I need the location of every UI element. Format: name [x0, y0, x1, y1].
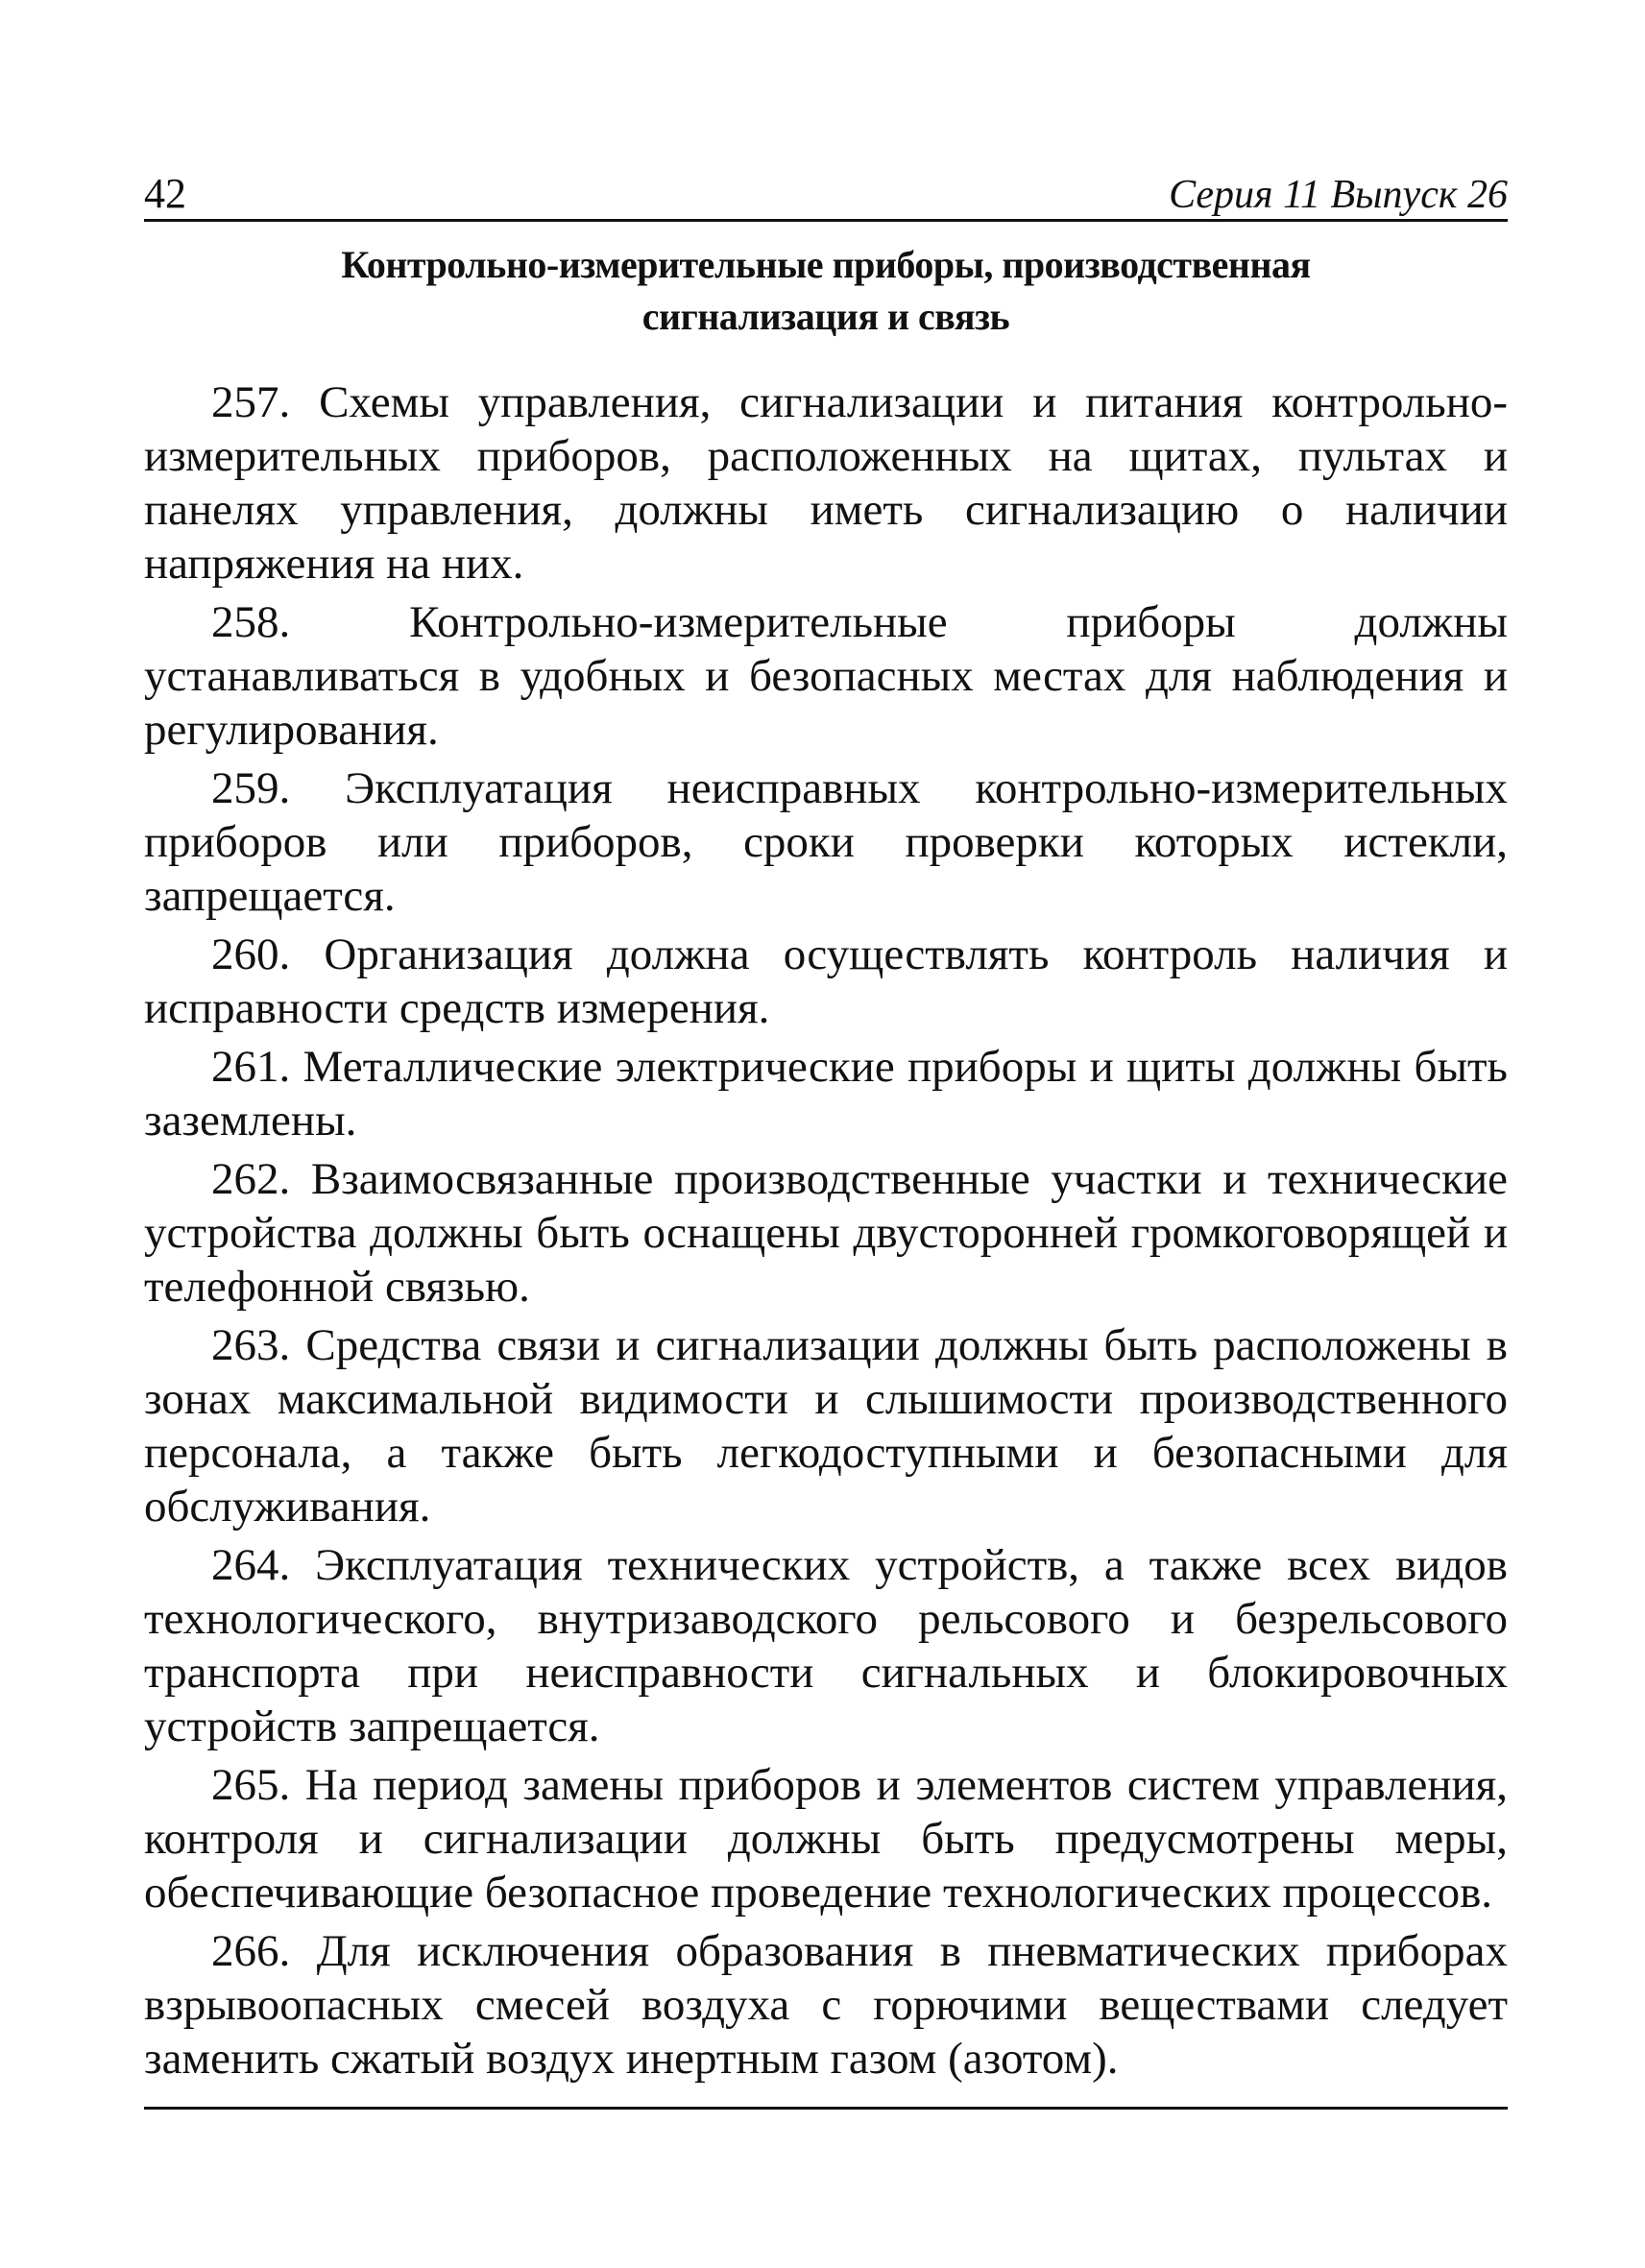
- regulation-item-258: 258. Контрольно-измерительные приборы должны устанавливаться в удобных и безопасных местах для наблюдения и регулирования.: [144, 597, 1508, 755]
- series-label: Серия 11 Выпуск 26: [1169, 173, 1508, 217]
- regulation-item-259: 259. Эксплуатация неисправных контрольно-измерительных приборов или приборов, сроки проверки которых истекли, запрещается.: [144, 763, 1508, 921]
- document-page: [144, 163, 1508, 2110]
- regulation-item-264: 264. Эксплуатация технических устройств, а также всех видов технологического, внутризаводского рельсового и безрельсового транспорта при неисправности сигнальных и блокировочных устройств запрещается.: [144, 1540, 1508, 1751]
- section-title-line-1: Контрольно-измерительные приборы, производственная: [341, 243, 1311, 286]
- regulation-item-261: 261. Металлические электрические приборы и щиты должны быть заземлены.: [144, 1042, 1508, 1146]
- regulation-item-260: 260. Организация должна осуществлять контроль наличия и исправности средств измерения.: [144, 929, 1508, 1033]
- regulation-item-265: 265. На период замены приборов и элементов систем управления, контроля и сигнализации должны быть предусмотрены меры, обеспечивающие безопасное проведение технологических процессов.: [144, 1760, 1508, 1918]
- regulation-item-263: 263. Средства связи и сигнализации должны быть расположены в зонах максимальной видимости и слышимости производственного персонала, а также быть легкодоступными и безопасными для обслуживания.: [144, 1320, 1508, 1532]
- section-title-line-2: сигнализация и связь: [641, 295, 1010, 338]
- running-header: [144, 163, 1508, 222]
- regulation-item-257: 257. Схемы управления, сигнализации и питания контрольно-измерительных приборов, расположенных на щитах, пультах и панелях управления, должны иметь сигнализацию о наличии напряжения на них.: [144, 377, 1508, 589]
- regulation-item-266: 266. Для исключения образования в пневматических приборах взрывоопасных смесей воздуха с горючими веществами следует заменить сжатый воздух инертным газом (азотом).: [144, 1926, 1508, 2084]
- footer-rule: [144, 2107, 1508, 2110]
- page-number: 42: [144, 170, 186, 217]
- section-title: [144, 239, 1508, 343]
- regulation-item-262: 262. Взаимосвязанные производственные участки и технические устройства должны быть оснащены двусторонней громкоговорящей и телефонной связью.: [144, 1154, 1508, 1312]
- regulation-items: [144, 375, 1508, 2086]
